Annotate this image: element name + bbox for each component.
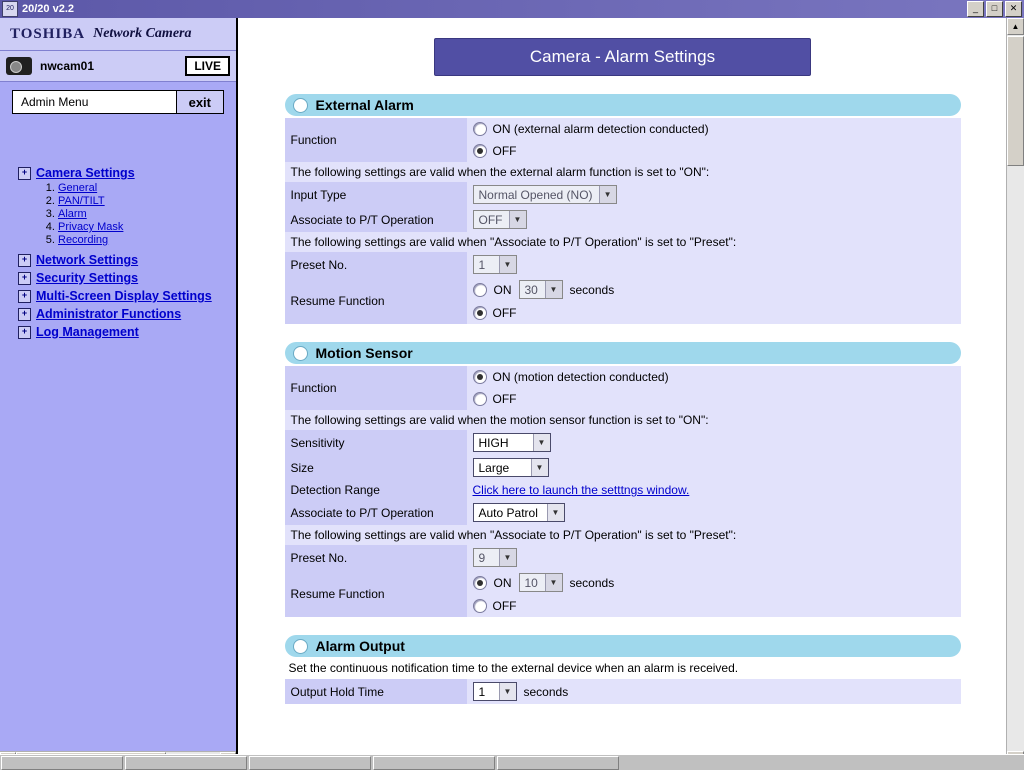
- expander-plus-icon[interactable]: +: [18, 290, 31, 303]
- camera-icon: [6, 57, 32, 75]
- main-vertical-scrollbar[interactable]: [1006, 18, 1024, 768]
- sidebar-item-administrator-functions[interactable]: [18, 307, 236, 321]
- radio-external-function-on[interactable]: [473, 121, 955, 137]
- chevron-down-icon[interactable]: ▼: [509, 211, 526, 228]
- preset-no-select[interactable]: [473, 255, 517, 274]
- table-row: [285, 545, 961, 570]
- table-row: [285, 570, 961, 595]
- function-off-cell: [467, 140, 961, 162]
- preset-no-cell: [467, 545, 961, 570]
- select-value: 9: [478, 550, 486, 565]
- seconds-unit-label: seconds: [523, 684, 569, 699]
- scroll-up-icon[interactable]: ▲: [1007, 18, 1024, 35]
- minimize-button[interactable]: _: [967, 1, 984, 17]
- input-type-select[interactable]: [473, 185, 617, 204]
- sidebar-item-multi-screen-display-settings[interactable]: [18, 289, 236, 303]
- sidebar-nav: [0, 166, 236, 339]
- output-hold-row: [473, 682, 955, 701]
- motion-sensor-table: [285, 366, 961, 617]
- input-type-cell: [467, 182, 961, 207]
- sensitivity-select[interactable]: [473, 433, 551, 452]
- resume-function-label: Resume Function: [285, 277, 467, 324]
- radio-icon[interactable]: [473, 122, 487, 136]
- camera-name: nwcam01: [40, 59, 95, 73]
- sidebar-item-log-management[interactable]: [18, 325, 236, 339]
- sensitivity-label: Sensitivity: [285, 430, 467, 455]
- associate-pt-select[interactable]: [473, 503, 565, 522]
- radio-external-function-off[interactable]: [473, 143, 955, 159]
- radio-resume-off[interactable]: [473, 598, 955, 614]
- alarm-output-table: [285, 679, 961, 704]
- chevron-down-icon[interactable]: ▼: [533, 434, 550, 451]
- chevron-down-icon[interactable]: ▼: [547, 504, 564, 521]
- maximize-button[interactable]: □: [986, 1, 1003, 17]
- radio-label: ON (external alarm detection conducted): [492, 122, 709, 136]
- section-header: [285, 94, 961, 116]
- list-item[interactable]: [58, 195, 236, 208]
- detection-range-link[interactable]: Click here to launch the setttngs window.: [472, 483, 690, 497]
- table-row: [285, 500, 961, 525]
- brand-header: [0, 18, 236, 51]
- sidebar-item-camera-settings[interactable]: [18, 166, 236, 180]
- section-header: [285, 342, 961, 364]
- output-hold-time-label: Output Hold Time: [285, 679, 467, 704]
- associate-pt-select[interactable]: [473, 210, 527, 229]
- radio-icon[interactable]: [473, 370, 487, 384]
- table-row: [285, 480, 961, 500]
- radio-label: ON (motion detection conducted): [492, 370, 669, 384]
- sidebar-item-label[interactable]: Network Settings: [36, 253, 139, 267]
- expander-plus-icon[interactable]: +: [18, 167, 31, 180]
- chevron-down-icon[interactable]: ▼: [599, 186, 616, 203]
- sidebar-item-network-settings[interactable]: [18, 253, 236, 267]
- preset-no-label: Preset No.: [285, 252, 467, 277]
- select-value: Normal Opened (NO): [478, 187, 593, 202]
- note-valid-when-on: The following settings are valid when the external alarm function is set to "ON":: [285, 162, 961, 182]
- function-on-cell: [467, 118, 961, 140]
- sidebar-item-label[interactable]: Security Settings: [36, 271, 139, 285]
- brand-product: Network Camera: [93, 26, 192, 41]
- associate-pt-cell: [467, 207, 961, 232]
- table-row: [285, 182, 961, 207]
- main-panel: [238, 18, 1024, 768]
- table-row: [285, 162, 961, 182]
- app-icon: 20: [2, 1, 18, 17]
- sidebar-item-label[interactable]: Multi-Screen Display Settings: [36, 289, 212, 303]
- radio-resume-off[interactable]: [473, 305, 955, 321]
- function-off-cell: [467, 388, 961, 410]
- section-bullet-icon: [293, 639, 308, 654]
- section-bullet-icon: [293, 98, 308, 113]
- table-row: [285, 410, 961, 430]
- preset-no-label: Preset No.: [285, 545, 467, 570]
- table-row: [285, 679, 961, 704]
- section-alarm-output: [285, 635, 961, 704]
- radio-icon[interactable]: [473, 576, 487, 590]
- note-valid-when-preset: The following settings are valid when "Associate to P/T Operation" is set to "Preset":: [285, 525, 961, 545]
- section-bullet-icon: [293, 346, 308, 361]
- radio-motion-function-on[interactable]: [473, 369, 955, 385]
- select-value: Auto Patrol: [478, 505, 538, 520]
- radio-label: OFF: [492, 306, 517, 320]
- chevron-down-icon[interactable]: ▼: [499, 549, 516, 566]
- seconds-unit-label: seconds: [569, 282, 615, 297]
- section-header: [285, 635, 961, 657]
- radio-icon[interactable]: [473, 306, 487, 320]
- title-bar: [0, 0, 1024, 18]
- size-label: Size: [285, 455, 467, 480]
- detection-range-label: Detection Range: [285, 480, 467, 500]
- resume-seconds-select[interactable]: [519, 280, 563, 299]
- sidebar-group-security-settings: [18, 271, 236, 285]
- table-row: [285, 118, 961, 140]
- sidebar-subitem-general[interactable]: General: [58, 182, 98, 194]
- radio-label: OFF: [492, 144, 517, 158]
- sidebar-subitem-recording[interactable]: Recording: [58, 234, 109, 246]
- sidebar-item-security-settings[interactable]: [18, 271, 236, 285]
- table-row: [285, 252, 961, 277]
- note-valid-when-on: The following settings are valid when the motion sensor function is set to "ON":: [285, 410, 961, 430]
- expander-plus-icon[interactable]: +: [18, 326, 31, 339]
- output-hold-time-select[interactable]: [473, 682, 517, 701]
- list-item[interactable]: [58, 234, 236, 247]
- seconds-unit-label: seconds: [569, 575, 615, 590]
- section-motion-sensor: [285, 342, 961, 617]
- table-row: [285, 430, 961, 455]
- sidebar: [0, 18, 238, 768]
- preset-no-cell: [467, 252, 961, 277]
- table-row: [285, 232, 961, 252]
- expander-plus-icon[interactable]: +: [18, 272, 31, 285]
- external-alarm-table: [285, 118, 961, 324]
- table-row: [285, 207, 961, 232]
- list-item[interactable]: [58, 221, 236, 234]
- radio-icon[interactable]: [473, 144, 487, 158]
- radio-icon[interactable]: [473, 599, 487, 613]
- select-value: 10: [524, 575, 538, 590]
- exit-button[interactable]: exit: [176, 91, 223, 113]
- sensitivity-cell: [467, 430, 961, 455]
- content-area: [0, 18, 1024, 768]
- section-title: External Alarm: [315, 97, 414, 113]
- admin-menu-label: Admin Menu: [21, 95, 89, 109]
- size-select[interactable]: [473, 458, 549, 477]
- preset-no-select[interactable]: [473, 548, 517, 567]
- list-item[interactable]: [58, 182, 236, 195]
- associate-pt-label: Associate to P/T Operation: [285, 207, 467, 232]
- resume-on-cell: [467, 277, 961, 302]
- close-button[interactable]: ✕: [1005, 1, 1022, 17]
- sidebar-item-label[interactable]: Administrator Functions: [36, 307, 182, 321]
- section-external-alarm: [285, 94, 961, 324]
- page-body: [0, 18, 1024, 768]
- radio-icon[interactable]: [473, 283, 487, 297]
- size-cell: [467, 455, 961, 480]
- resume-function-label: Resume Function: [285, 570, 467, 617]
- sidebar-subitem-alarm[interactable]: Alarm: [58, 208, 87, 220]
- sidebar-subitem-pan-tilt[interactable]: PAN/TILT: [58, 195, 105, 207]
- camera-name-bar: [0, 51, 236, 82]
- resume-on-row: [473, 573, 955, 592]
- list-item[interactable]: [58, 208, 236, 221]
- select-value: 1: [478, 684, 486, 699]
- main-scroll-content: [238, 18, 1007, 768]
- table-row: [285, 366, 961, 388]
- section-title: Alarm Output: [315, 638, 405, 654]
- select-value: Large: [478, 460, 510, 475]
- window-controls[interactable]: [967, 1, 1022, 17]
- detection-range-cell: [467, 480, 961, 500]
- function-label: Function: [285, 366, 467, 410]
- resume-on-row: [473, 280, 955, 299]
- chevron-down-icon[interactable]: ▼: [499, 256, 516, 273]
- sidebar-sublist-camera-settings: [40, 182, 236, 247]
- select-value: 1: [478, 257, 486, 272]
- radio-label: ON: [493, 282, 512, 297]
- sidebar-group-camera-settings: [18, 166, 236, 247]
- select-value: HIGH: [478, 435, 509, 450]
- taskbar: [0, 754, 1024, 768]
- resume-off-cell: [467, 595, 961, 617]
- note-valid-when-preset: The following settings are valid when "Associate to P/T Operation" is set to "Preset":: [285, 232, 961, 252]
- sidebar-item-label[interactable]: Log Management: [36, 325, 139, 339]
- radio-motion-function-off[interactable]: [473, 391, 955, 407]
- admin-menu-bar: [12, 90, 224, 114]
- select-value: OFF: [478, 212, 503, 227]
- table-row: [285, 525, 961, 545]
- function-on-cell: [467, 366, 961, 388]
- chevron-down-icon[interactable]: ▼: [531, 459, 548, 476]
- section-title: Motion Sensor: [315, 345, 413, 361]
- sidebar-subitem-privacy-mask[interactable]: Privacy Mask: [58, 221, 124, 233]
- output-hold-time-cell: [467, 679, 961, 704]
- radio-icon[interactable]: [473, 392, 487, 406]
- scrollbar-thumb[interactable]: [1007, 36, 1024, 166]
- table-row: [285, 455, 961, 480]
- alarm-output-description: Set the continuous notification time to the external device when an alarm is received.: [288, 661, 739, 675]
- radio-label: OFF: [492, 392, 517, 406]
- live-button[interactable]: LIVE: [185, 56, 230, 76]
- page-title: Camera - Alarm Settings: [434, 38, 811, 76]
- expander-plus-icon[interactable]: +: [18, 308, 31, 321]
- resume-on-cell: [467, 570, 961, 595]
- chevron-down-icon[interactable]: ▼: [545, 574, 562, 591]
- input-type-label: Input Type: [285, 182, 467, 207]
- associate-pt-cell: [467, 500, 961, 525]
- brand-toshiba: TOSHIBA: [10, 25, 86, 42]
- resume-seconds-select[interactable]: [519, 573, 563, 592]
- select-value: 30: [524, 282, 538, 297]
- sidebar-group-administrator: [18, 307, 236, 321]
- radio-label: ON: [493, 575, 512, 590]
- associate-pt-label: Associate to P/T Operation: [285, 500, 467, 525]
- resume-off-cell: [467, 302, 961, 324]
- sidebar-item-label[interactable]: Camera Settings: [36, 166, 135, 180]
- sidebar-group-multiscreen: [18, 289, 236, 303]
- function-label: Function: [285, 118, 467, 162]
- sidebar-group-network-settings: [18, 253, 236, 267]
- window-title: 20/20 v2.2: [22, 3, 74, 15]
- chevron-down-icon[interactable]: ▼: [499, 683, 516, 700]
- table-row: [285, 277, 961, 302]
- radio-label: OFF: [492, 599, 517, 613]
- chevron-down-icon[interactable]: ▼: [545, 281, 562, 298]
- sidebar-group-log-management: [18, 325, 236, 339]
- expander-plus-icon[interactable]: +: [18, 254, 31, 267]
